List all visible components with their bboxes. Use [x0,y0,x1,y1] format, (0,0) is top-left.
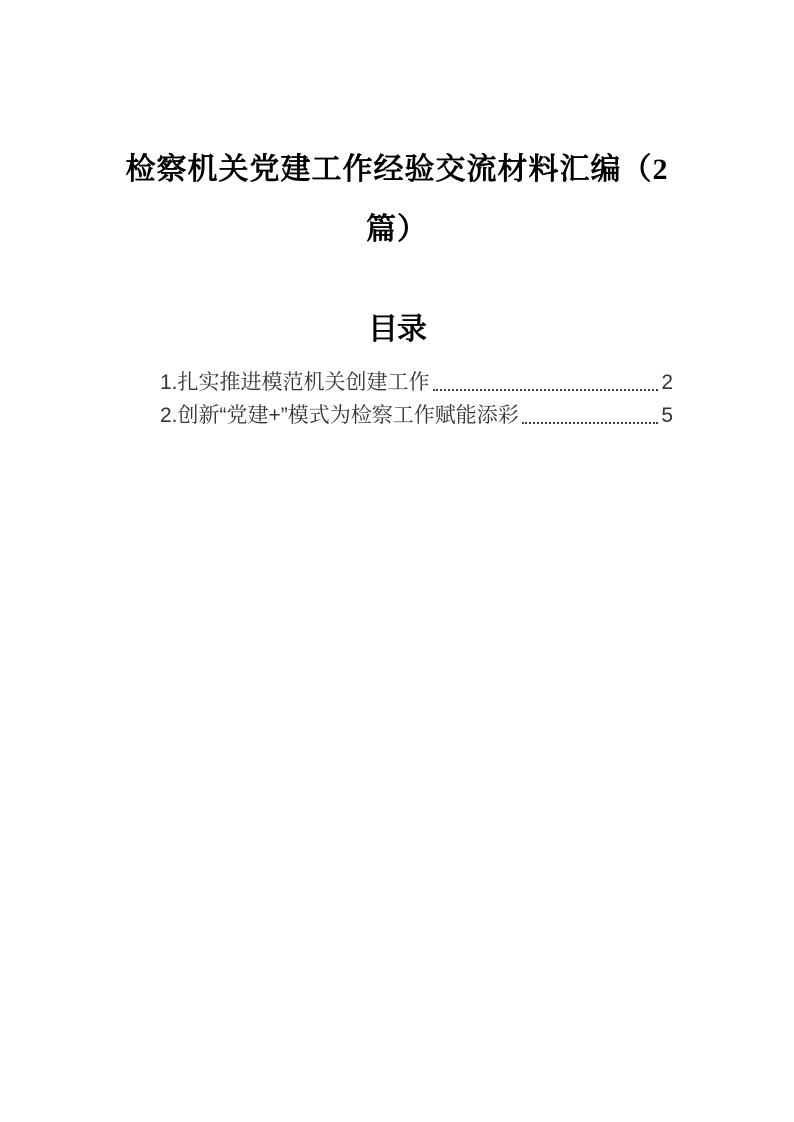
document-title [0,0,794,260]
toc-list [160,366,673,432]
toc-entry-1-label[interactable]: 1.扎实推进模范机关创建工作 [160,371,430,394]
document-title-line-2: 篇） [366,213,428,246]
toc-entry-2-leader-dots [522,422,659,424]
toc-entry-1-leader-dots [433,389,659,391]
toc-entry-2[interactable] [160,399,673,432]
toc-entry-2-page-number[interactable]: 5 [661,404,673,427]
toc-entry-1[interactable] [160,366,673,399]
toc-entry-1-page-number[interactable]: 2 [661,371,673,394]
toc-entry-2-label[interactable]: 2.创新“党建+”模式为检察工作赋能添彩 [160,404,519,427]
toc-heading: 目录 [368,313,426,346]
document-title-line-1: 检察机关党建工作经验交流材料汇编（2 [125,153,669,186]
